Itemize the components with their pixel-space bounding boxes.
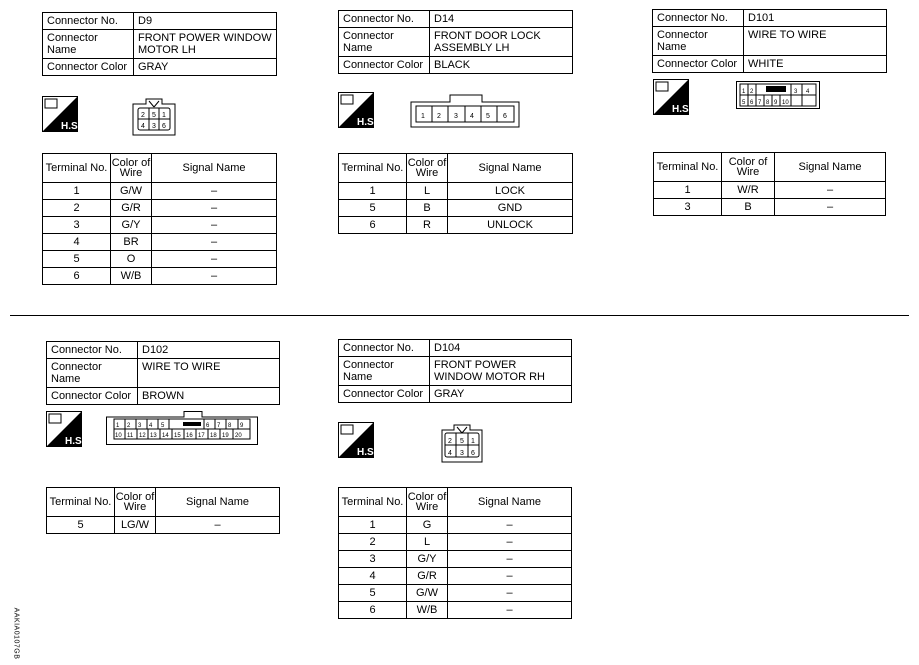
svg-text:3: 3 — [454, 113, 458, 120]
svg-text:10: 10 — [115, 433, 122, 439]
svg-text:3: 3 — [152, 123, 156, 130]
svg-text:18: 18 — [210, 433, 217, 439]
connector-d101 — [652, 9, 887, 73]
table-row: 1 G – — [339, 517, 572, 534]
svg-text:17: 17 — [198, 433, 205, 439]
info-table: Connector No. D14 Connector Name FRONT DOOR LOCK ASSEMBLY LH Connector Color BLACK — [338, 10, 573, 74]
svg-text:7: 7 — [217, 423, 221, 429]
svg-text:5: 5 — [486, 113, 490, 120]
svg-text:20: 20 — [235, 433, 242, 439]
svg-text:2: 2 — [750, 89, 754, 95]
table-row: 3 B – — [654, 199, 886, 216]
terminal-table: Terminal No. Color of Wire Signal Name 1 W/R – 3 B – — [653, 152, 886, 216]
svg-text:1: 1 — [162, 112, 166, 119]
svg-text:2: 2 — [127, 423, 131, 429]
svg-text:8: 8 — [228, 423, 232, 429]
connector-d9 — [42, 12, 277, 76]
svg-text:3: 3 — [794, 89, 798, 95]
svg-text:1: 1 — [421, 113, 425, 120]
harness-side-icon — [338, 422, 377, 458]
terminal-table: Terminal No. Color of Wire Signal Name 5 LG/W – — [46, 487, 280, 534]
table-row: 1 G/W – — [43, 183, 277, 200]
svg-text:16: 16 — [186, 433, 193, 439]
svg-text:15: 15 — [174, 433, 181, 439]
table-row: 6 W/B – — [339, 602, 572, 619]
svg-text:9: 9 — [774, 100, 778, 106]
terminal-table: Terminal No. Color of Wire Signal Name 1 L LOCK 5 B GND 6 R UNLOCK — [338, 153, 573, 234]
table-row: 3 G/Y – — [339, 551, 572, 568]
svg-text:7: 7 — [758, 100, 762, 106]
svg-text:1: 1 — [742, 89, 746, 95]
harness-side-icon — [653, 79, 692, 115]
terminal-table: Terminal No. Color of Wire Signal Name 1 G/W – 2 G/R – 3 G/Y – 4 BR – 5 O – 6 W/B – — [42, 153, 277, 285]
svg-text:10: 10 — [782, 100, 789, 106]
image-id: AAKIA0107GB — [12, 607, 20, 660]
section-divider — [10, 315, 909, 316]
svg-text:4: 4 — [470, 113, 474, 120]
table-row: 3 G/Y – — [43, 217, 277, 234]
svg-text:3: 3 — [460, 450, 464, 457]
svg-text:14: 14 — [162, 433, 169, 439]
svg-text:4: 4 — [141, 123, 145, 130]
table-row: 6 W/B – — [43, 268, 277, 285]
table-row: 5 LG/W – — [47, 517, 280, 534]
svg-text:4: 4 — [806, 89, 810, 95]
connector-face-d104 — [436, 424, 488, 469]
svg-text:5: 5 — [460, 438, 464, 445]
terminal-table: Terminal No. Color of Wire Signal Name 1 G – 2 L – 3 G/Y – 4 G/R – 5 G/W – 6 W/B – — [338, 487, 572, 619]
svg-text:H.S.: H.S. — [357, 117, 377, 128]
connector-d102 — [46, 341, 280, 405]
svg-text:2: 2 — [448, 438, 452, 445]
svg-text:4: 4 — [149, 423, 153, 429]
svg-text:6: 6 — [162, 123, 166, 130]
svg-text:6: 6 — [503, 113, 507, 120]
harness-side-icon — [338, 92, 377, 128]
connector-face-d9 — [127, 98, 181, 141]
svg-text:5: 5 — [161, 423, 165, 429]
table-row: 5 G/W – — [339, 585, 572, 602]
connector-face-d102 — [106, 411, 258, 450]
info-table: Connector No. D101 Connector Name WIRE TO WIRE Connector Color WHITE — [652, 9, 887, 73]
connector-face-d14 — [410, 94, 520, 133]
table-row: 6 R UNLOCK — [339, 217, 573, 234]
svg-text:12: 12 — [139, 433, 146, 439]
info-table: Connector No. D104 Connector Name FRONT POWER WINDOW MOTOR RH Connector Color GRAY — [338, 339, 572, 403]
table-row: 2 L – — [339, 534, 572, 551]
svg-text:4: 4 — [448, 450, 452, 457]
svg-text:5: 5 — [152, 112, 156, 119]
svg-text:H.S.: H.S. — [65, 436, 85, 447]
svg-text:8: 8 — [766, 100, 770, 106]
table-row: 2 G/R – — [43, 200, 277, 217]
svg-text:11: 11 — [127, 433, 134, 439]
svg-text:13: 13 — [150, 433, 157, 439]
svg-text:H.S.: H.S. — [357, 447, 377, 458]
table-row: 5 O – — [43, 251, 277, 268]
svg-text:H.S.: H.S. — [672, 104, 692, 115]
connector-face-d101 — [736, 81, 820, 114]
connector-d104 — [338, 339, 572, 403]
info-table: Connector No. D102 Connector Name WIRE TO WIRE Connector Color BROWN — [46, 341, 280, 405]
svg-text:3: 3 — [138, 423, 142, 429]
connector-d14 — [338, 10, 573, 74]
table-row: 1 L LOCK — [339, 183, 573, 200]
info-table: Connector No. D9 Connector Name FRONT POWER WINDOW MOTOR LH Connector Color GRAY — [42, 12, 277, 76]
svg-text:6: 6 — [471, 450, 475, 457]
table-row: 1 W/R – — [654, 182, 886, 199]
table-row: 5 B GND — [339, 200, 573, 217]
svg-text:6: 6 — [750, 100, 754, 106]
svg-text:2: 2 — [141, 112, 145, 119]
table-row: 4 G/R – — [339, 568, 572, 585]
svg-text:6: 6 — [206, 423, 210, 429]
table-row: 4 BR – — [43, 234, 277, 251]
svg-text:1: 1 — [471, 438, 475, 445]
svg-text:H.S.: H.S. — [61, 121, 81, 132]
harness-side-icon — [46, 411, 85, 447]
svg-text:5: 5 — [742, 100, 746, 106]
harness-side-icon — [42, 96, 81, 132]
svg-text:1: 1 — [116, 423, 120, 429]
svg-text:19: 19 — [222, 433, 229, 439]
svg-text:9: 9 — [240, 423, 244, 429]
svg-text:2: 2 — [437, 113, 441, 120]
